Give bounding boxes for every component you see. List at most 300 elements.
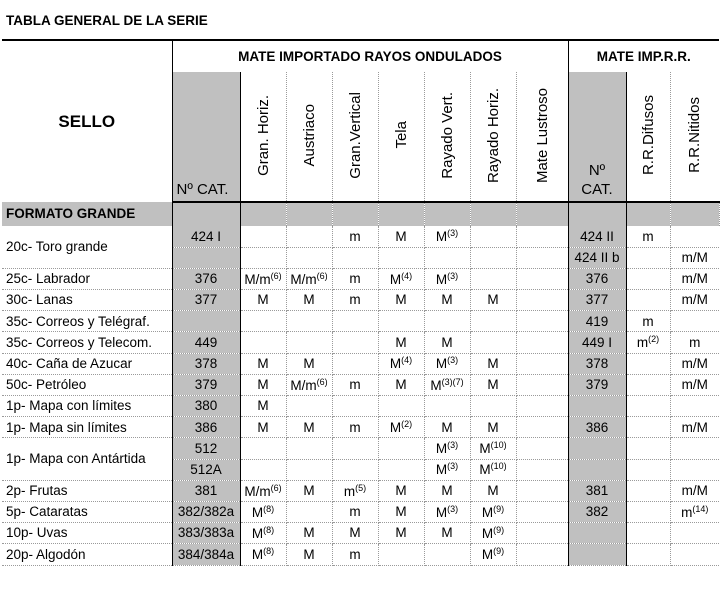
cell-value: 384/384a bbox=[177, 546, 235, 562]
variant-cell bbox=[516, 332, 568, 353]
sello-name bbox=[2, 353, 172, 374]
variant-cell bbox=[470, 311, 516, 332]
variant-cell bbox=[378, 438, 424, 459]
cat-number bbox=[172, 480, 240, 501]
variant-cell bbox=[516, 459, 568, 480]
footnote-ref: (9) bbox=[493, 524, 505, 535]
cell-value: 381 bbox=[194, 483, 218, 499]
cell-value: $M^{(8)}$ bbox=[251, 546, 275, 563]
variant-cell bbox=[286, 353, 332, 374]
cell-value: 377 bbox=[585, 292, 609, 308]
footnote-ref: (4) bbox=[401, 355, 413, 366]
variant-cell bbox=[286, 290, 332, 311]
cell-value: $M^{(3)}$ bbox=[435, 270, 459, 287]
cell-value: 424 II bbox=[580, 228, 614, 244]
cell-value: m bbox=[349, 419, 361, 435]
section-text: FORMATO GRANDE bbox=[6, 206, 136, 222]
variant-cell bbox=[240, 396, 286, 417]
variant-cell bbox=[424, 226, 470, 247]
cell-value: 379 bbox=[585, 377, 609, 393]
variant-cell bbox=[378, 544, 424, 565]
rr-cell bbox=[626, 480, 670, 501]
variant-cell bbox=[516, 523, 568, 544]
footnote-ref: (3) bbox=[447, 355, 459, 366]
variant-cell bbox=[286, 544, 332, 565]
cell-value: $M^{(9)}$ bbox=[481, 503, 505, 520]
variant-cell bbox=[286, 501, 332, 522]
cat-number-rr bbox=[568, 311, 626, 332]
cell-value: M bbox=[441, 292, 453, 308]
rr-cell bbox=[670, 374, 719, 395]
cell-value: 424 I bbox=[190, 228, 222, 244]
sello-text: 1p- Mapa sin límites bbox=[6, 419, 127, 435]
variant-cell bbox=[286, 459, 332, 480]
sello-text: 20c- Toro grande bbox=[6, 239, 108, 255]
cat-number bbox=[172, 374, 240, 395]
cat-number bbox=[172, 459, 240, 480]
variant-cell bbox=[378, 353, 424, 374]
cell-value: M bbox=[441, 483, 453, 499]
cat-number bbox=[172, 523, 240, 544]
rr-cell bbox=[670, 268, 719, 289]
cell-value: M bbox=[487, 355, 499, 371]
rr-cell bbox=[670, 290, 719, 311]
variant-cell bbox=[286, 247, 332, 268]
column-label: Gran. Horiz. bbox=[254, 94, 272, 176]
rr-cell bbox=[670, 353, 719, 374]
variant-cell bbox=[470, 374, 516, 395]
cell-value: $M^{(9)}$ bbox=[481, 546, 505, 563]
variant-cell bbox=[332, 501, 378, 522]
rr-cell bbox=[626, 311, 670, 332]
cell-value: 378 bbox=[585, 355, 609, 371]
section-cell bbox=[424, 202, 470, 226]
variant-cell bbox=[286, 268, 332, 289]
variant-cell bbox=[240, 268, 286, 289]
footnote-ref: (9) bbox=[493, 503, 505, 514]
variant-cell bbox=[424, 311, 470, 332]
footnote-ref: (3) bbox=[447, 270, 459, 281]
footnote-ref: (8) bbox=[263, 503, 275, 514]
variant-cell bbox=[332, 247, 378, 268]
variant-cell bbox=[516, 268, 568, 289]
variant-cell bbox=[332, 544, 378, 565]
variant-cell bbox=[240, 226, 286, 247]
variant-cell bbox=[240, 480, 286, 501]
rr-column-header bbox=[626, 72, 670, 202]
variant-cell bbox=[332, 438, 378, 459]
variant-cell bbox=[240, 459, 286, 480]
cat-number bbox=[172, 438, 240, 459]
sello-text: 20p- Algodón bbox=[6, 546, 86, 562]
cat-number-rr bbox=[568, 290, 626, 311]
variant-cell bbox=[424, 247, 470, 268]
ncat-label-line: CAT. bbox=[581, 181, 613, 198]
table-row bbox=[2, 332, 719, 353]
footnote-ref: (3) bbox=[447, 503, 459, 514]
variant-cell bbox=[516, 247, 568, 268]
variant-cell bbox=[240, 523, 286, 544]
variant-cell bbox=[424, 459, 470, 480]
cell-value: m bbox=[642, 313, 654, 329]
section-cell bbox=[516, 202, 568, 226]
section-row bbox=[2, 202, 719, 226]
sello-name bbox=[2, 480, 172, 501]
variant-cell bbox=[470, 268, 516, 289]
sello-text: 1p- Mapa con Antártida bbox=[6, 451, 146, 467]
cat-number bbox=[172, 311, 240, 332]
cell-value: M bbox=[257, 292, 269, 308]
variant-cell bbox=[378, 417, 424, 438]
cell-value: $m^{(2)}$ bbox=[636, 334, 660, 351]
variant-cell bbox=[332, 459, 378, 480]
variant-cell bbox=[470, 459, 516, 480]
variant-cell bbox=[240, 247, 286, 268]
cat-number bbox=[172, 396, 240, 417]
sello-name bbox=[2, 396, 172, 417]
table-row bbox=[2, 480, 719, 501]
cell-value: 378 bbox=[194, 355, 218, 371]
table-row bbox=[2, 290, 719, 311]
variant-cell bbox=[240, 332, 286, 353]
sello-text: 35c- Correos y Telégraf. bbox=[6, 313, 150, 329]
variant-cell bbox=[424, 523, 470, 544]
sello-name bbox=[2, 268, 172, 289]
rr-column-header bbox=[670, 72, 719, 202]
cell-value: $M/m^{(6)}$ bbox=[244, 482, 282, 499]
footnote-ref: (3) bbox=[447, 440, 459, 451]
cell-value: m bbox=[349, 377, 361, 393]
rr-cell bbox=[626, 544, 670, 565]
footnote-ref: (2) bbox=[401, 419, 413, 430]
variant-cell bbox=[378, 480, 424, 501]
variant-cell bbox=[286, 311, 332, 332]
sello-name bbox=[2, 417, 172, 438]
table-row bbox=[2, 311, 719, 332]
table-row bbox=[2, 268, 719, 289]
rr-cell bbox=[626, 523, 670, 544]
cell-value: $M^{(4)}$ bbox=[389, 270, 413, 287]
cell-value: M bbox=[441, 419, 453, 435]
cell-value: m bbox=[642, 228, 654, 244]
section-cell bbox=[172, 202, 240, 226]
footnote-ref: (5) bbox=[355, 482, 367, 493]
variant-cell bbox=[378, 226, 424, 247]
cell-value: M bbox=[395, 334, 407, 350]
variant-cell bbox=[240, 438, 286, 459]
variant-cell bbox=[470, 438, 516, 459]
rr-cell bbox=[626, 247, 670, 268]
variant-cell bbox=[378, 459, 424, 480]
cat-number-rr bbox=[568, 480, 626, 501]
cell-value: $M^{(3)}$ bbox=[435, 461, 459, 478]
cell-value: M bbox=[303, 546, 315, 562]
rr-cell bbox=[626, 438, 670, 459]
sello-text: 1p- Mapa con límites bbox=[6, 398, 132, 414]
variant-cell bbox=[470, 523, 516, 544]
variant-cell bbox=[332, 353, 378, 374]
variant-cell bbox=[332, 290, 378, 311]
variant-cell bbox=[378, 501, 424, 522]
variant-cell bbox=[516, 438, 568, 459]
sello-text: 50c- Petróleo bbox=[6, 377, 87, 393]
rr-cell bbox=[670, 523, 719, 544]
variant-cell bbox=[240, 353, 286, 374]
variant-cell bbox=[332, 226, 378, 247]
cell-value: M bbox=[257, 419, 269, 435]
sello-name bbox=[2, 332, 172, 353]
sello-header bbox=[2, 40, 172, 202]
cat-number-rr bbox=[568, 438, 626, 459]
footnote-ref: (4) bbox=[401, 270, 413, 281]
sello-text: 35c- Correos y Telecom. bbox=[6, 334, 153, 350]
table-row bbox=[2, 226, 719, 247]
rr-cell bbox=[670, 501, 719, 522]
column-label: Austriaco bbox=[300, 103, 318, 167]
sello-name bbox=[2, 226, 172, 268]
variant-cell bbox=[332, 374, 378, 395]
table-row bbox=[2, 396, 719, 417]
footnote-ref: (3) bbox=[441, 376, 453, 387]
sello-name bbox=[2, 438, 172, 480]
cell-value: M bbox=[441, 525, 453, 541]
rr-cell bbox=[626, 501, 670, 522]
cell-value: m/M bbox=[681, 419, 708, 435]
cell-value: 386 bbox=[194, 419, 218, 435]
footnote-ref: (9) bbox=[493, 546, 505, 557]
footnote-ref: (2) bbox=[648, 334, 660, 345]
cat-number bbox=[172, 544, 240, 565]
variant-cell bbox=[286, 332, 332, 353]
variant-cell bbox=[516, 290, 568, 311]
footnote-ref: (6) bbox=[270, 482, 282, 493]
variant-cell bbox=[286, 396, 332, 417]
cat-number-rr bbox=[568, 544, 626, 565]
header-mate-imp-rr bbox=[568, 40, 719, 72]
cell-value: m/M bbox=[681, 483, 708, 499]
variant-cell bbox=[332, 417, 378, 438]
cat-number bbox=[172, 226, 240, 247]
variant-cell bbox=[516, 374, 568, 395]
variant-cell bbox=[516, 501, 568, 522]
variant-cell bbox=[286, 480, 332, 501]
cell-value: 424 II b bbox=[574, 250, 620, 266]
cell-value: M bbox=[395, 292, 407, 308]
column-label: Mate Lustroso bbox=[533, 87, 551, 183]
cat-number bbox=[172, 332, 240, 353]
ncat-label: Nº CAT. bbox=[176, 181, 229, 198]
variant-cell bbox=[378, 290, 424, 311]
column-header bbox=[424, 72, 470, 202]
table-row bbox=[2, 523, 719, 544]
variant-cell bbox=[470, 247, 516, 268]
rr-cell bbox=[670, 332, 719, 353]
rr-cell bbox=[626, 374, 670, 395]
table-row bbox=[2, 374, 719, 395]
section-cell bbox=[378, 202, 424, 226]
sello-text: 2p- Frutas bbox=[6, 483, 68, 499]
column-header bbox=[470, 72, 516, 202]
cell-value: $M^{(10)}$ bbox=[479, 461, 507, 478]
cell-value: 449 I bbox=[581, 334, 613, 350]
rr-cell bbox=[670, 226, 719, 247]
cell-value: M bbox=[257, 398, 269, 414]
cell-value: 512A bbox=[190, 461, 222, 477]
variant-cell bbox=[470, 544, 516, 565]
variant-cell bbox=[424, 290, 470, 311]
rr-cell bbox=[670, 311, 719, 332]
variant-cell bbox=[424, 544, 470, 565]
variant-cell bbox=[516, 353, 568, 374]
variant-cell bbox=[424, 417, 470, 438]
rr-cell bbox=[670, 247, 719, 268]
variant-cell bbox=[470, 332, 516, 353]
cell-value: $M/m^{(6)}$ bbox=[290, 376, 328, 393]
cat-number-rr bbox=[568, 353, 626, 374]
cat-number-rr bbox=[568, 247, 626, 268]
cat-number-rr bbox=[568, 332, 626, 353]
section-cell bbox=[626, 202, 670, 226]
sheet-title bbox=[2, 2, 719, 40]
variant-cell bbox=[424, 438, 470, 459]
section-cell bbox=[286, 202, 332, 226]
cat-number-rr bbox=[568, 523, 626, 544]
cell-value: $M^{(3)}$ bbox=[435, 503, 459, 520]
cell-value: M bbox=[395, 483, 407, 499]
variant-cell bbox=[286, 374, 332, 395]
cell-value: 419 bbox=[585, 313, 609, 329]
variant-cell bbox=[286, 417, 332, 438]
cat-number-rr bbox=[568, 396, 626, 417]
cell-value: m bbox=[349, 504, 361, 520]
cell-value: M bbox=[487, 419, 499, 435]
variant-cell bbox=[332, 396, 378, 417]
cell-value: m/M bbox=[681, 377, 708, 393]
sello-name bbox=[2, 544, 172, 565]
rr-cell bbox=[670, 459, 719, 480]
cell-value: m bbox=[349, 292, 361, 308]
rr-cell bbox=[626, 353, 670, 374]
cell-value: M bbox=[303, 419, 315, 435]
cell-value: m/M bbox=[681, 355, 708, 371]
section-cell bbox=[670, 202, 719, 226]
cell-value: $M^{(4)}$ bbox=[389, 355, 413, 372]
section-cell bbox=[568, 202, 626, 226]
variant-cell bbox=[424, 480, 470, 501]
cell-value: $M^{(3)}$ bbox=[435, 440, 459, 457]
footnote-ref: (8) bbox=[263, 524, 275, 535]
cell-value: 382/382a bbox=[177, 504, 235, 520]
rr-cell bbox=[626, 226, 670, 247]
variant-cell bbox=[378, 332, 424, 353]
variant-cell bbox=[332, 268, 378, 289]
cell-value: 383/383a bbox=[177, 525, 235, 541]
rr-cell bbox=[670, 396, 719, 417]
variant-cell bbox=[378, 523, 424, 544]
cell-value: M bbox=[487, 292, 499, 308]
cat-number-rr bbox=[568, 417, 626, 438]
variant-cell bbox=[424, 353, 470, 374]
variant-cell bbox=[286, 438, 332, 459]
cell-value: M bbox=[303, 525, 315, 541]
cell-value: $M^{(9)}$ bbox=[481, 524, 505, 541]
cell-value: 512 bbox=[194, 440, 218, 456]
footnote-ref: (6) bbox=[270, 270, 282, 281]
variant-cell bbox=[424, 396, 470, 417]
variant-cell bbox=[240, 374, 286, 395]
variant-cell bbox=[516, 544, 568, 565]
variant-cell bbox=[378, 311, 424, 332]
variant-cell bbox=[240, 311, 286, 332]
variant-cell bbox=[516, 226, 568, 247]
variant-cell bbox=[470, 290, 516, 311]
cat-number-rr bbox=[568, 268, 626, 289]
column-header bbox=[516, 72, 568, 202]
variant-cell bbox=[378, 396, 424, 417]
cat-number bbox=[172, 501, 240, 522]
table-row bbox=[2, 438, 719, 459]
cell-value: M bbox=[395, 525, 407, 541]
variant-cell bbox=[470, 417, 516, 438]
section-label bbox=[2, 202, 172, 226]
sello-name bbox=[2, 311, 172, 332]
stamp-table bbox=[2, 2, 720, 566]
sello-text: 40c- Caña de Azucar bbox=[6, 355, 133, 371]
cell-value: m/M bbox=[681, 271, 708, 287]
variant-cell bbox=[424, 268, 470, 289]
table-row bbox=[2, 353, 719, 374]
footnote-ref: (6) bbox=[316, 270, 328, 281]
cell-value: m bbox=[349, 271, 361, 287]
footnote-ref: (8) bbox=[263, 546, 275, 557]
column-header bbox=[240, 72, 286, 202]
cell-value: M bbox=[395, 377, 407, 393]
section-cell bbox=[470, 202, 516, 226]
variant-cell bbox=[424, 501, 470, 522]
cell-value: m/M bbox=[681, 292, 708, 308]
variant-cell bbox=[332, 480, 378, 501]
cell-value: m bbox=[689, 334, 701, 350]
cell-value: $M^{(2)}$ bbox=[389, 419, 413, 436]
cat-number-rr bbox=[568, 374, 626, 395]
cat-number bbox=[172, 268, 240, 289]
cat-number bbox=[172, 247, 240, 268]
footnote-ref: (3) bbox=[447, 461, 459, 472]
cell-value: $M^{(8)}$ bbox=[251, 524, 275, 541]
footnote-ref: (6) bbox=[316, 376, 328, 387]
cell-value: $M^{(3)(7)}$ bbox=[430, 376, 464, 393]
footnote-ref: (7) bbox=[452, 376, 464, 387]
cell-value: m/M bbox=[681, 250, 708, 266]
variant-cell bbox=[424, 332, 470, 353]
variant-cell bbox=[424, 374, 470, 395]
cell-value: M bbox=[257, 355, 269, 371]
cell-value: M bbox=[303, 483, 315, 499]
table-row bbox=[2, 544, 719, 565]
rr-cell bbox=[626, 459, 670, 480]
section-cell bbox=[240, 202, 286, 226]
cat-number-rr bbox=[568, 501, 626, 522]
variant-cell bbox=[516, 417, 568, 438]
rr-cell bbox=[670, 480, 719, 501]
cat-number-rr bbox=[568, 226, 626, 247]
cell-value: M bbox=[349, 525, 361, 541]
rr-cell bbox=[670, 438, 719, 459]
footnote-ref: (10) bbox=[490, 440, 507, 451]
table-row bbox=[2, 417, 719, 438]
cell-value: $M/m^{(6)}$ bbox=[290, 270, 328, 287]
rr-cell bbox=[626, 290, 670, 311]
